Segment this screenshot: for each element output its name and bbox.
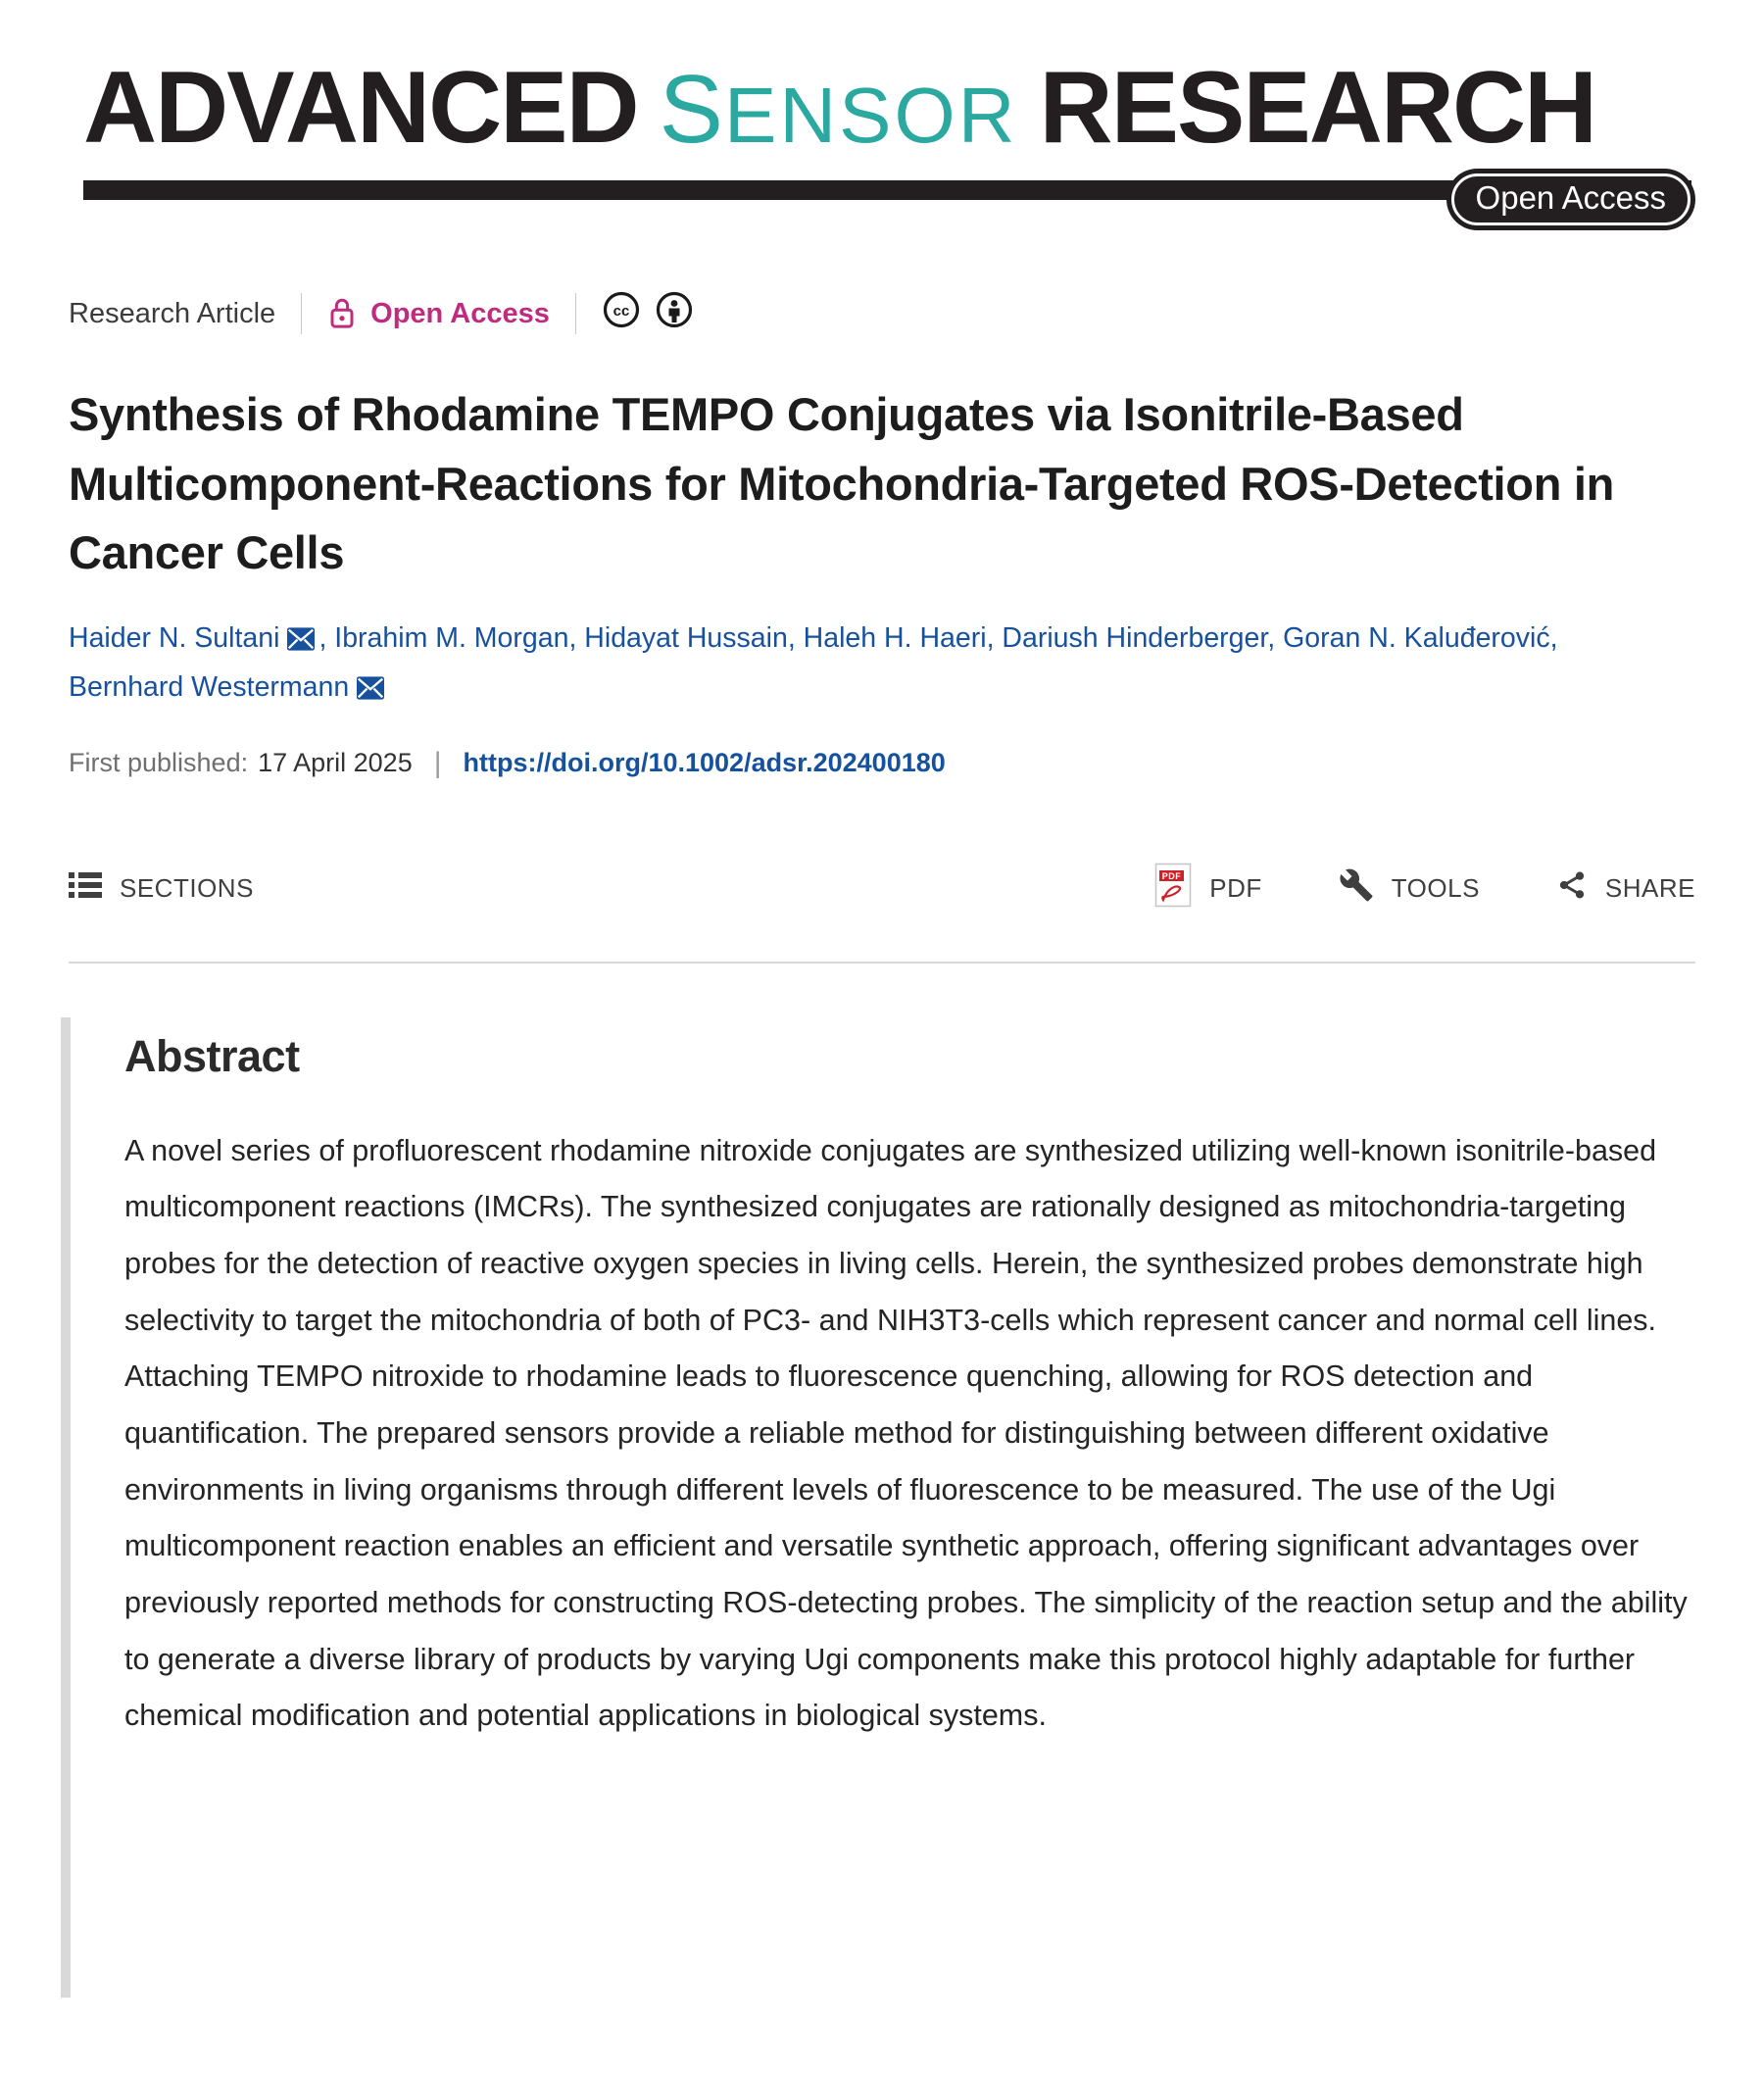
author-separator: , <box>1267 621 1284 654</box>
email-envelope-icon[interactable] <box>357 668 384 714</box>
list-icon <box>69 870 102 907</box>
pdf-label: PDF <box>1209 872 1262 903</box>
masthead-rule <box>83 169 1695 225</box>
logo-word-sensor: SENSOR <box>659 55 1018 163</box>
open-access-label: Open Access <box>370 297 550 329</box>
svg-text:PDF: PDF <box>1162 870 1182 881</box>
license-icons <box>602 290 694 337</box>
tools-button[interactable] <box>1339 867 1480 910</box>
toolbar-right-group <box>1154 863 1695 914</box>
open-access-badge-label: Open Access <box>1451 173 1690 225</box>
author-separator: , <box>568 621 585 654</box>
author-name[interactable]: Dariush Hinderberger <box>1002 621 1268 654</box>
abstract-section <box>61 1017 1695 1998</box>
abstract-heading: Abstract <box>124 1030 300 1081</box>
open-lock-icon <box>327 296 357 331</box>
author-name[interactable]: Ibrahim M. Morgan <box>334 621 569 654</box>
author-name[interactable]: Bernhard Westermann <box>69 670 350 703</box>
logo-word-advanced: ADVANCED <box>83 51 638 165</box>
published-divider: | <box>433 746 442 779</box>
author-name[interactable]: Haider N. Sultani <box>69 621 280 654</box>
email-envelope-icon[interactable] <box>287 619 315 665</box>
by-license-icon[interactable] <box>655 290 694 337</box>
meta-divider <box>575 293 576 334</box>
author-separator: , <box>787 621 804 654</box>
section-divider <box>69 962 1695 963</box>
abstract-text: A novel series of profluorescent rhodamine nitroxide conjugates are synthesized utilizing well-known isonitrile-based multicomponent reactions (IMCRs). The synthesized conjugates are rationally designed as mitochondria-targeting probes for the detection of reactive oxygen species in living cells. Herein, the synthesized probes demonstrate high selectivity to target the mitochondria of both of PC3- and NIH3T3-cells which represent cancer and normal cell lines. Attaching TEMPO nitroxide to rhodamine leads to fluorescence quenching, allowing for ROS detection and quantification. The prepared sensors provide a reliable method for distinguishing between different oxidative environments in living organisms through different levels of fluorescence to be measured. The use of the Ugi multicomponent reaction enables an efficient and versatile synthetic approach, offering significant advantages over previously reported methods for constructing ROS-detecting probes. The simplicity of the reaction setup and the ability to generate a diverse library of products by varying Ugi components make this protocol highly adaptable for further chemical modification and potential applications in biological systems. <box>124 1133 1688 1733</box>
share-label: SHARE <box>1604 872 1695 903</box>
article-toolbar <box>69 863 1695 914</box>
first-published-label: First published: <box>69 748 249 778</box>
author-name[interactable]: Goran N. Kaluđerović <box>1283 621 1550 654</box>
logo-word-research: RESEARCH <box>1039 51 1596 165</box>
share-button[interactable] <box>1556 868 1695 909</box>
publication-info <box>69 747 1695 780</box>
pdf-file-icon <box>1154 863 1192 914</box>
cc-license-icon[interactable] <box>602 290 641 337</box>
pdf-button[interactable] <box>1154 863 1262 914</box>
meta-divider <box>301 293 302 334</box>
svg-text:cc: cc <box>612 303 630 320</box>
first-published-date: 17 April 2025 <box>258 748 413 778</box>
doi-link[interactable]: https://doi.org/10.1002/adsr.202400180 <box>463 748 946 778</box>
open-access-badge <box>1446 169 1695 230</box>
tools-label: TOOLS <box>1391 872 1480 903</box>
article-meta-row <box>69 290 1695 337</box>
article-type-label: Research Article <box>69 297 276 329</box>
journal-masthead <box>69 51 1695 225</box>
author-name[interactable]: Haleh H. Haeri <box>803 621 987 654</box>
journal-logo <box>83 51 1695 165</box>
author-separator: , <box>1549 621 1558 654</box>
sections-label: SECTIONS <box>120 872 254 903</box>
sections-button[interactable] <box>69 870 254 907</box>
author-separator: , <box>318 621 335 654</box>
author-separator: , <box>986 621 1003 654</box>
open-access-indicator <box>327 296 550 331</box>
article-title: Synthesis of Rhodamine TEMPO Conjugates via Isonitrile-Based Multicomponent-Reactions for Mitochondria-Targeted ROS-Detection in Cancer Cells <box>69 388 1615 578</box>
wrench-icon <box>1339 867 1374 910</box>
author-list <box>69 616 1637 714</box>
author-name[interactable]: Hidayat Hussain <box>584 621 788 654</box>
share-network-icon <box>1556 868 1588 909</box>
